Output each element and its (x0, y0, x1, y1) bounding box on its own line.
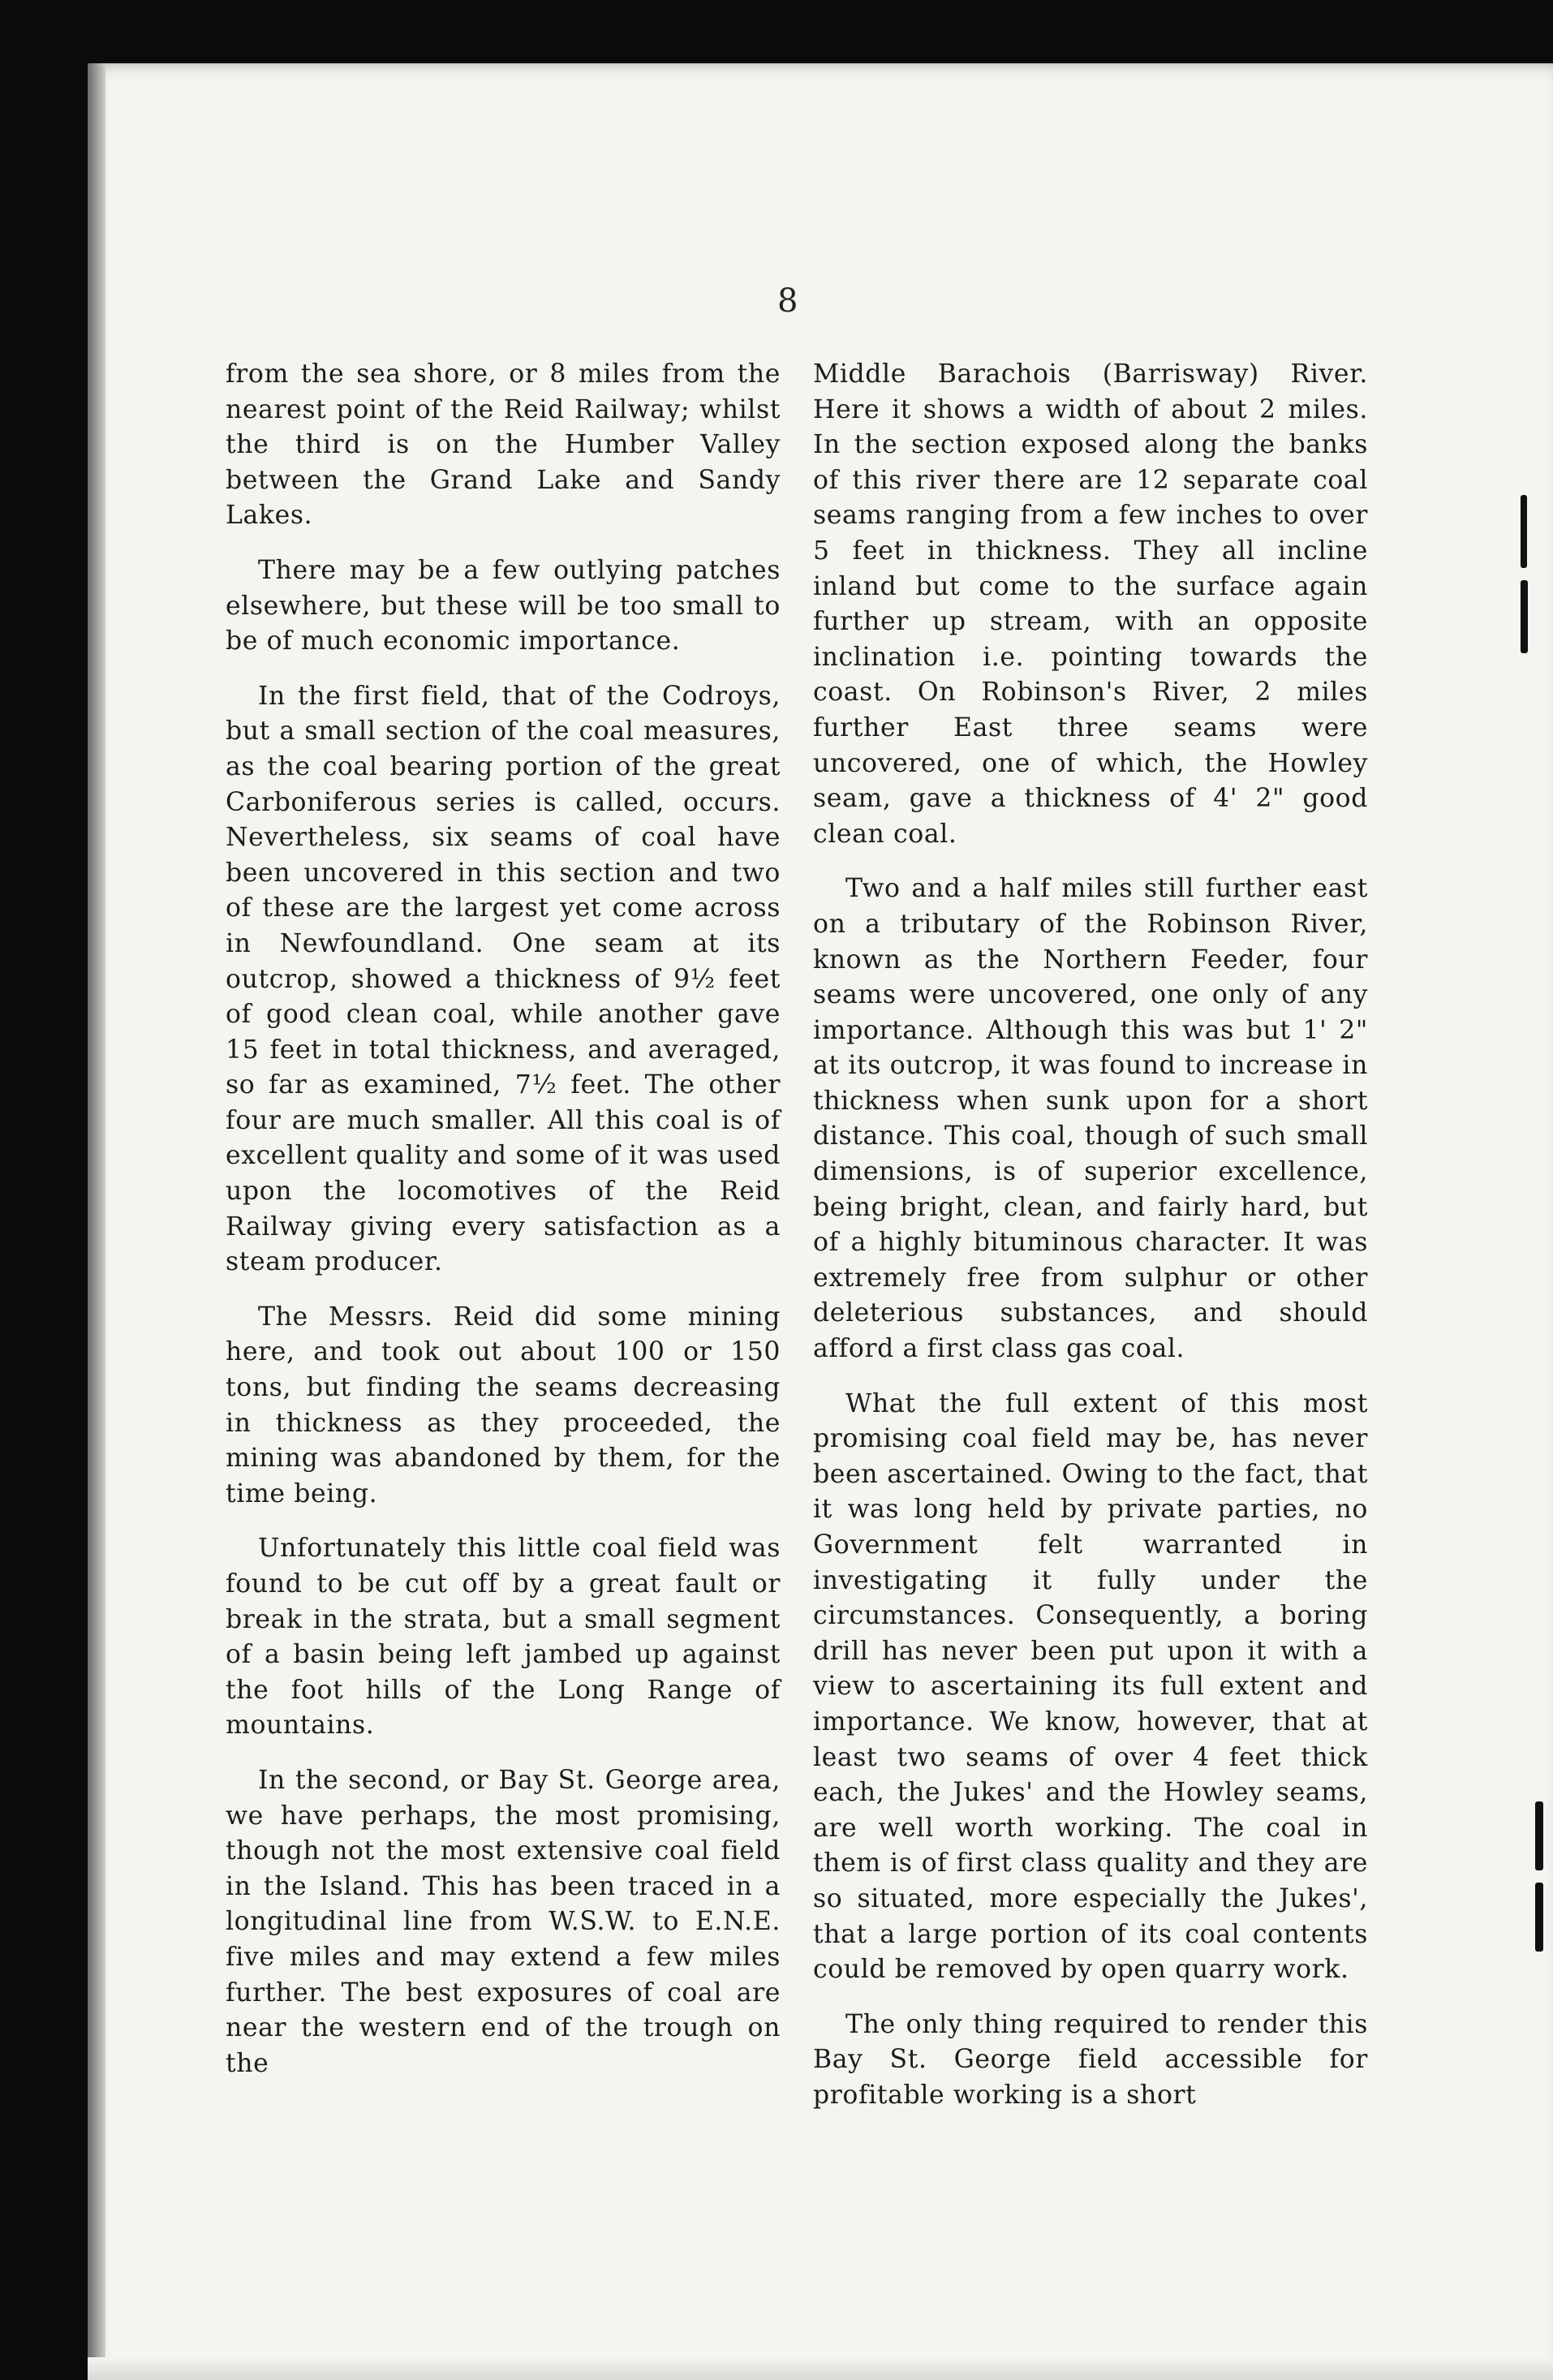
right-paragraph-3: What the full extent of this most promising coal field may be, has never been ascertained. Owing to the fact, that it was long held by private parties, no Government felt warranted in investigating it fully under the circumstances. Consequently, a boring drill has never been put upon it with a view to ascertaining its full extent and importance. We know, however, that at least two seams of over 4 feet thick each, the Jukes' and the Howley seams, are well worth working. The coal in them is of first class quality and they are so situated, more especially the Jukes', that a large portion of its coal contents could be removed by open quarry work. (813, 1388, 1368, 1985)
page-number: 8 (777, 282, 798, 320)
left-paragraph-1: from the sea shore, or 8 miles from the nearest point of the Reid Railway; whilst the third is on the Humber Valley between the Grand Lake and Sandy Lakes. (226, 359, 781, 531)
page-bottom-edge (88, 2357, 1553, 2380)
scan-mark-3 (1535, 1801, 1543, 1870)
scan-mark-2 (1521, 580, 1528, 653)
scan-mark-4 (1535, 1883, 1543, 1952)
right-paragraph-2: Two and a half miles still further east on a tributary of the Robinson River, known as the Northern Feeder, four seams were uncovered, one only of any importance. Although this was but 1' 2" at its outcrop, it was found to increase in thickness when sunk upon for a short distance. This coal, though of such small dimensions, is of superior excellence, being bright, clean, and fairly hard, but of a highly bituminous character. It was extremely free from sulphur or other deleterious substances, and should afford a first class gas coal. (813, 874, 1368, 1364)
left-paragraph-2: There may be a few outlying patches elsewhere, but these will be too small to be of much economic importance. (226, 555, 781, 656)
left-paragraph-6: In the second, or Bay St. George area, we have perhaps, the most promising, though not the most extensive coal field in the Island. This has been traced in a longitudinal line from W.S.W. to E.N.E. five miles and may extend a few miles further. The best exposures of coal are near the western end of the trough on the (226, 1765, 781, 2078)
left-column (226, 357, 781, 2101)
left-paragraph-5: Unfortunately this little coal field was found to be cut off by a great fault or break in the strata, but a small segment of a basin being left jambed up against the foot hills of the Long Range of mountains. (226, 1534, 781, 1741)
page-binding-shadow (88, 63, 105, 2380)
right-column (813, 357, 1368, 2133)
left-paragraph-3: In the first field, that of the Codroys, but a small section of the coal measures, as the coal bearing portion of the great Carboniferous series is called, occurs. Nevertheless, six seams of coal have been uncovered in this section and two of these are the largest yet come across in Newfoundland. One seam at its outcrop, showed a thickness of 9½ feet of good clean coal, while another gave 15 feet in total thickness, and averaged, so far as examined, 7½ feet. The other four are much smaller. All this coal is of excellent quality and some of it was used upon the locomotives of the Reid Railway giving every satisfaction as a steam producer. (226, 681, 781, 1277)
right-paragraph-1: Middle Barachois (Barrisway) River. Here it shows a width of about 2 miles. In the section exposed along the banks of this river there are 12 separate coal seams ranging from a few inches to over 5 feet in thickness. They all incline inland but come to the surface again further up stream, with an opposite inclination i.e. pointing towards the coast. On Robinson's River, 2 miles further East three seams were uncovered, one of which, the Howley seam, gave a thickness of 4' 2" good clean coal. (813, 359, 1368, 849)
scan-mark-1 (1521, 495, 1527, 568)
left-paragraph-4: The Messrs. Reid did some mining here, and took out about 100 or 150 tons, but finding the seams decreasing in thickness as they proceeded, the mining was abandoned by them, for the time being. (226, 1302, 781, 1508)
right-paragraph-4: The only thing required to render this Bay St. George field accessible for profitable working is a short (813, 2009, 1368, 2110)
